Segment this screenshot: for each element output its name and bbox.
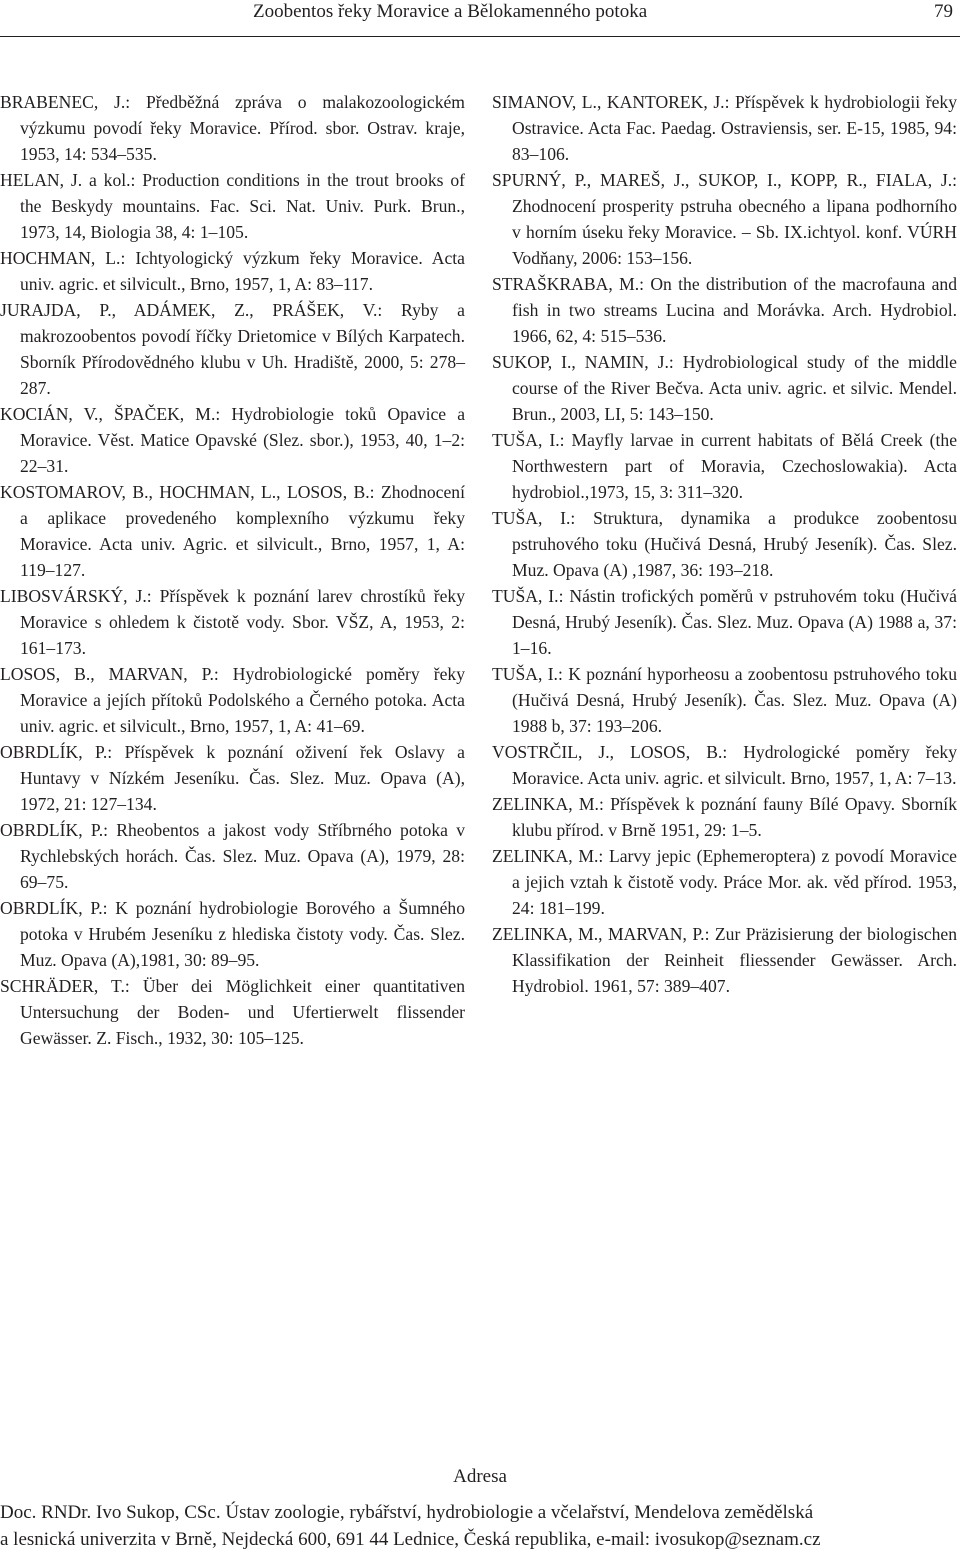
running-title: Zoobentos řeky Moravice a Bělokamenného potoka (253, 1, 648, 22)
references-right-column (492, 89, 957, 999)
reference-entry: SCHRÄDER, T.: Über dei Möglichkeit einer quantitativen Untersuchung der Boden- und Ufertierwelt flissender Gewässer. Z. Fisch., 1932, 30: 105–125. (0, 976, 465, 1048)
reference-entry: SIMANOV, L., KANTOREK, J.: Příspěvek k hydrobiologii řeky Ostravice. Acta Fac. Paedag. Ostraviensis, ser. E-15, 1985, 94: 83–106. (492, 92, 957, 164)
page-number: 79 (934, 1, 953, 22)
address-line: Doc. RNDr. Ivo Sukop, CSc. Ústav zoologie, rybářství, hydrobiologie a včelařství, Mendelova zemědělská (0, 1502, 814, 1523)
references-left-column (0, 89, 465, 1051)
reference-entry: OBRDLÍK, P.: K poznání hydrobiologie Borového a Šumného potoka v Hrubém Jeseníku z hlediska čistoty vody. Čas. Slez. Muz. Opava (A),1981, 30: 89–95. (0, 898, 465, 970)
reference-entry: STRAŠKRABA, M.: On the distribution of the macrofauna and fish in two streams Lucina and Morávka. Arch. Hydrobiol. 1966, 62, 4: 515–536. (492, 274, 957, 346)
reference-entry: ZELINKA, M.: Příspěvek k poznání fauny Bílé Opavy. Sborník klubu přírod. v Brně 1951, 29: 1–5. (492, 794, 957, 840)
reference-entry: LIBOSVÁRSKÝ, J.: Příspěvek k poznání larev chrostíků řeky Moravice s ohledem k čistotě vody. Sbor. VŠZ, A, 1953, 2: 161–173. (0, 586, 465, 658)
reference-entry: BRABENEC, J.: Předběžná zpráva o malakozoologickém výzkumu povodí řeky Moravice. Přírod. sbor. Ostrav. kraje, 1953, 14: 534–535. (0, 92, 465, 164)
reference-entry: TUŠA, I.: K poznání hyporheosu a zoobentosu pstruhového toku (Hučivá Desná, Hrubý Jeseník). Čas. Slez. Muz. Opava (A) 1988 b, 37: 193–206. (492, 664, 957, 736)
reference-entry: HELAN, J. a kol.: Production conditions in the trout brooks of the Beskydy mountains. Fac. Sci. Nat. Univ. Purk. Brun., 1973, 14, Biologia 38, 4: 1–105. (0, 170, 465, 242)
reference-entry: TUŠA, I.: Struktura, dynamika a produkce zoobentosu pstruhového toku (Hučivá Desná, Hrubý Jeseník). Čas. Slez. Muz. Opava (A) ,1987, 36: 193–218. (492, 508, 957, 580)
author-address (0, 1463, 960, 1553)
reference-entry: TUŠA, I.: Nástin trofických poměrů v pstruhovém toku (Hučivá Desná, Hrubý Jeseník). Čas. Slez. Muz. Opava (A) 1988 a, 37: 1–16. (492, 586, 957, 658)
running-header (0, 0, 960, 37)
reference-entry: SUKOP, I., NAMIN, J.: Hydrobiological study of the middle course of the River Bečva. Acta univ. agric. et silvic. Mendel. Brun., 2003, LI, 5: 143–150. (492, 352, 957, 424)
reference-entry: KOSTOMAROV, B., HOCHMAN, L., LOSOS, B.: Zhodnocení a aplikace provedeného komplexního výzkumu řeky Moravice. Acta univ. Agric. et silvicult., Brno, 1957, 1, A: 119–127. (0, 482, 465, 580)
reference-entry: OBRDLÍK, P.: Příspěvek k poznání oživení řek Oslavy a Huntavy v Nízkém Jeseníku. Čas. Slez. Muz. Opava (A), 1972, 21: 127–134. (0, 742, 465, 814)
reference-entry: JURAJDA, P., ADÁMEK, Z., PRÁŠEK, V.: Ryby a makrozoobentos povodí říčky Drietomice v Bílých Karpatech. Sborník Přírodovědného klubu v Uh. Hradiště, 2000, 5: 278–287. (0, 300, 465, 398)
address-heading: Adresa (453, 1466, 507, 1487)
reference-entry: OBRDLÍK, P.: Rheobentos a jakost vody Stříbrného potoka v Rychlebských horách. Čas. Slez. Muz. Opava (A), 1979, 28: 69–75. (0, 820, 465, 892)
reference-entry: LOSOS, B., MARVAN, P.: Hydrobiologické poměry řeky Moravice a jejích přítoků Podolského a Černého potoka. Acta univ. agric. et silvicult., Brno, 1957, 1, A: 41–69. (0, 664, 465, 736)
address-line: a lesnická univerzita v Brně, Nejdecká 600, 691 44 Lednice, Česká republika, e-mail: ivosukop@seznam.cz (0, 1529, 821, 1550)
reference-entry: ZELINKA, M.: Larvy jepic (Ephemeroptera) z povodí Moravice a jejich vztah k čistotě vody. Práce Mor. ak. věd přírod. 1953, 24: 181–199. (492, 846, 957, 918)
reference-entry: TUŠA, I.: Mayfly larvae in current habitats of Bělá Creek (the Northwestern part of Moravia, Czechoslowakia). Acta hydrobiol.,1973, 15, 3: 311–320. (492, 430, 957, 502)
reference-entry: VOSTRČIL, J., LOSOS, B.: Hydrologické poměry řeky Moravice. Acta univ. agric. et silvicult. Brno, 1957, 1, A: 7–13. (492, 742, 957, 788)
reference-entry: ZELINKA, M., MARVAN, P.: Zur Präzisierung der biologischen Klassifikation der Reinheit fliessender Gewässer. Arch. Hydrobiol. 1961, 57: 389–407. (492, 924, 957, 996)
reference-entry: KOCIÁN, V., ŠPAČEK, M.: Hydrobiologie toků Opavice a Moravice. Věst. Matice Opavské (Slez. sbor.), 1953, 40, 1–2: 22–31. (0, 404, 465, 476)
reference-entry: SPURNÝ, P., MAREŠ, J., SUKOP, I., KOPP, R., FIALA, J.: Zhodnocení prosperity pstruha obecného a lipana podhorního v horním úseku řeky Moravice. – Sb. IX.ichtyol. konf. VÚRH Vodňany, 2006: 153–156. (492, 170, 957, 268)
reference-entry: HOCHMAN, L.: Ichtyologický výzkum řeky Moravice. Acta univ. agric. et silvicult., Brno, 1957, 1, A: 83–117. (0, 248, 465, 294)
